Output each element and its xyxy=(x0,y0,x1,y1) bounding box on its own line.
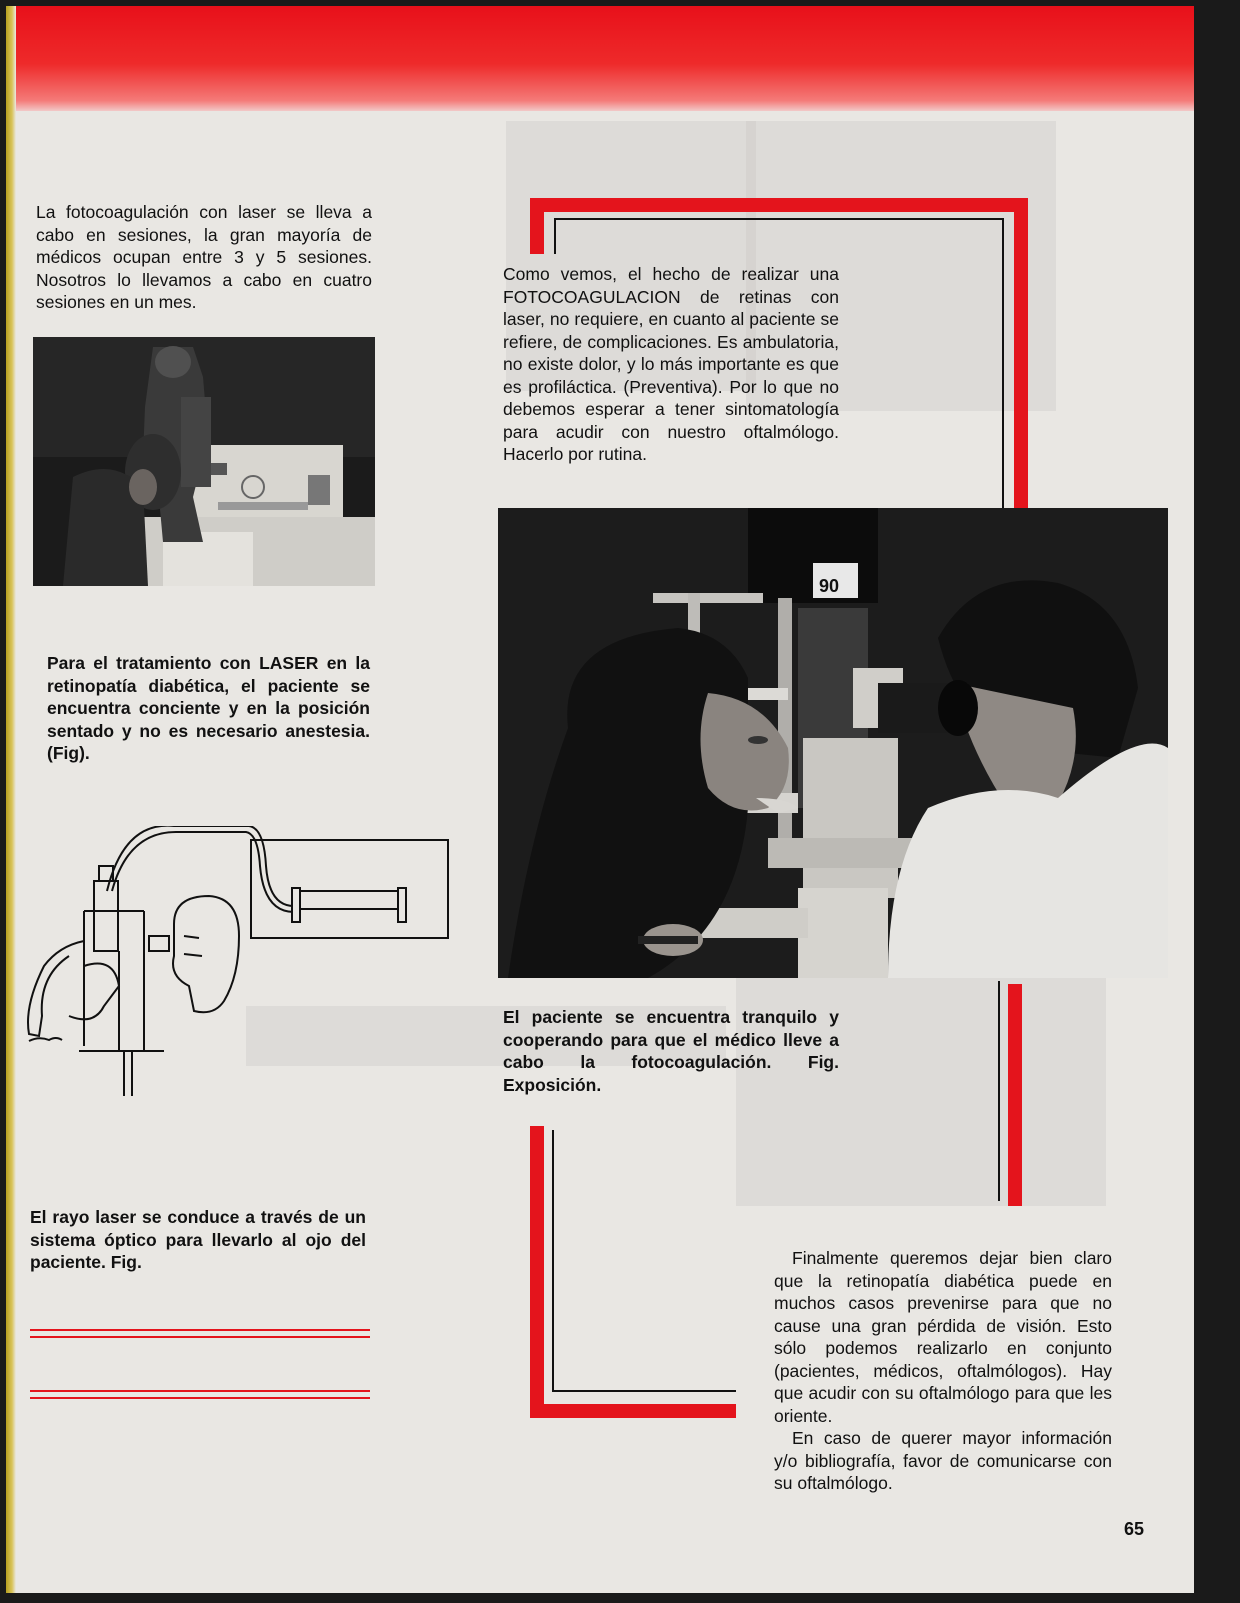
contact-paragraph: En caso de querer mayor información y/o bibliografía, favor de comunicarse con su oftalmólogo. xyxy=(774,1428,1112,1493)
bracket-red-vertical xyxy=(530,1126,544,1418)
cooperating-paragraph: El paciente se encuentra tranquilo y cooperando para que el médico lleve a cabo la fotocoagulación. Fig. Exposición. xyxy=(503,1007,839,1095)
page-edge xyxy=(6,6,16,1593)
red-header-band xyxy=(6,6,1194,111)
accent-red-bar xyxy=(1008,984,1022,1206)
patient-exam-photo xyxy=(498,508,1168,978)
laser-equipment-photo xyxy=(33,337,375,586)
frame-red-left xyxy=(530,198,544,254)
magazine-page xyxy=(6,6,1194,1593)
bracket-black-vertical xyxy=(552,1130,554,1392)
closing-section xyxy=(774,1247,1112,1495)
frame-black-right xyxy=(1002,218,1004,508)
ambulatory-paragraph: Como vemos, el hecho de realizar una FOTOCOAGULACION de retinas con laser, no requiere, en cuanto al paciente se refiere, de complicaciones. Es ambulatoria, no existe dolor, y lo más importante es que es profiláctica. (Preventiva). Por lo que no debemos esperar a tener sintomatología para acudir con nuestro oftalmólogo. Hacerlo por rutina. xyxy=(503,264,839,464)
double-rule-bottom-2 xyxy=(30,1397,370,1399)
accent-black-line xyxy=(998,981,1000,1201)
laser-optics-diagram xyxy=(24,826,454,1096)
frame-red-top xyxy=(530,198,1028,212)
closing-paragraph: Finalmente queremos dejar bien claro que la retinopatía diabética puede en muchos casos prevenirse para que no cause una gran pérdida de visión. Esto sólo podemos realizarlo en conjunto (pacientes, médicos, oftalmólogos). Hay que acudir con su oftalmólogo para que les oriente. xyxy=(774,1248,1112,1426)
frame-black-left xyxy=(554,218,556,254)
double-rule-bottom-1 xyxy=(30,1390,370,1392)
bracket-black-horizontal xyxy=(552,1390,736,1392)
anesthesia-paragraph: Para el tratamiento con LASER en la retinopatía diabética, el paciente se encuentra conciente y en la posición sentado y no es necesario anestesia. (Fig). xyxy=(47,653,370,763)
double-rule-top-1 xyxy=(30,1329,370,1331)
intro-paragraph: La fotocoagulación con laser se lleva a cabo en sesiones, la gran mayoría de médicos ocupan entre 3 y 5 sesiones. Nosotros lo llevamos a cabo en cuatro sesiones en un mes. xyxy=(36,202,372,312)
frame-red-right xyxy=(1014,198,1028,510)
optical-system-paragraph: El rayo laser se conduce a través de un sistema óptico para llevarlo al ojo del paciente. Fig. xyxy=(30,1207,366,1272)
double-rule-top-2 xyxy=(30,1336,370,1338)
frame-black-top xyxy=(554,218,1004,220)
machine-number-label: 90 xyxy=(819,576,840,596)
page-number: 65 xyxy=(1124,1519,1145,1539)
bracket-red-horizontal xyxy=(530,1404,736,1418)
